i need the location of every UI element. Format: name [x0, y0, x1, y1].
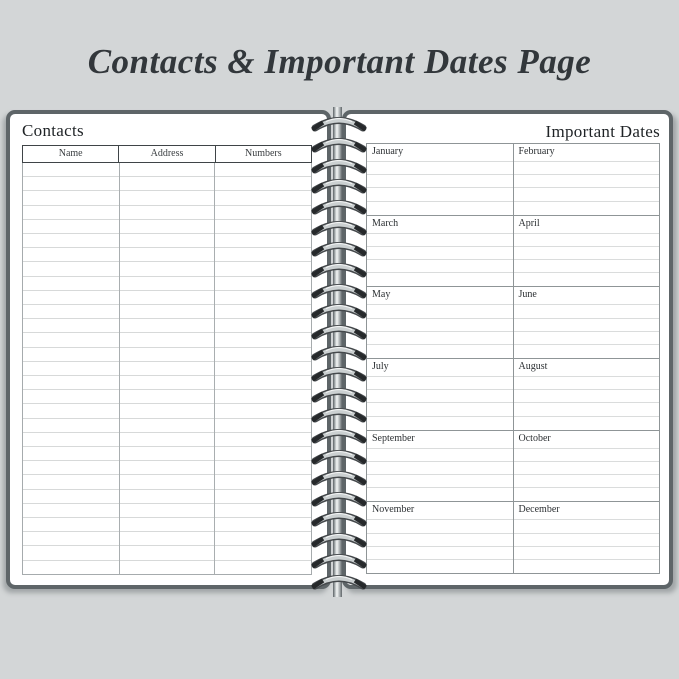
- coil-loop-icon: [311, 341, 367, 361]
- spiral-binding: [311, 112, 369, 590]
- ruled-line: [367, 247, 513, 260]
- month-spacer: [514, 202, 660, 215]
- month-spacer: [514, 488, 660, 501]
- coil-loop-icon: [311, 528, 367, 548]
- ruled-line: [367, 547, 513, 560]
- ruled-line: [367, 520, 513, 533]
- month-row: [367, 144, 659, 216]
- coil-loop-icon: [311, 487, 367, 507]
- month-label: December: [514, 502, 660, 520]
- month-cell-december: [514, 502, 660, 573]
- month-ruled-lines: [367, 377, 513, 417]
- ruled-line: [514, 449, 660, 462]
- month-label: September: [367, 431, 513, 449]
- coil-loop-icon: [311, 112, 367, 132]
- coil-loop-icon: [311, 507, 367, 527]
- blank-table-row: [23, 433, 311, 447]
- month-ruled-lines: [367, 305, 513, 345]
- coil-loop-icon: [311, 445, 367, 465]
- blank-table-row: [23, 461, 311, 475]
- ruled-line: [514, 403, 660, 416]
- ruled-line: [514, 319, 660, 332]
- month-row: [367, 287, 659, 359]
- ruled-line: [514, 534, 660, 547]
- coil-loop-icon: [311, 320, 367, 340]
- ruled-line: [367, 390, 513, 403]
- month-row: [367, 502, 659, 573]
- coil-loop-icon: [311, 403, 367, 423]
- important-dates-heading: Important Dates: [545, 122, 660, 141]
- column-header-name: Name: [23, 146, 119, 162]
- month-spacer: [367, 560, 513, 573]
- ruled-line: [514, 547, 660, 560]
- ruled-line: [514, 175, 660, 188]
- ruled-line: [367, 332, 513, 345]
- month-spacer: [514, 273, 660, 286]
- ruled-line: [514, 462, 660, 475]
- blank-table-row: [23, 404, 311, 418]
- month-ruled-lines: [367, 234, 513, 274]
- blank-table-row: [23, 220, 311, 234]
- blank-table-row: [23, 277, 311, 291]
- coil-loop-icon: [311, 216, 367, 236]
- ruled-line: [514, 377, 660, 390]
- column-header-address: Address: [119, 146, 215, 162]
- contacts-heading: Contacts: [22, 121, 84, 140]
- blank-table-row: [23, 348, 311, 362]
- month-cell-july: [367, 359, 514, 430]
- month-cell-april: [514, 216, 660, 287]
- ruled-line: [514, 390, 660, 403]
- month-label: April: [514, 216, 660, 234]
- month-ruled-lines: [367, 449, 513, 489]
- month-row: [367, 431, 659, 503]
- ruled-line: [367, 462, 513, 475]
- ruled-line: [514, 475, 660, 488]
- coil-loop-icon: [311, 154, 367, 174]
- page-title: Contacts & Important Dates Page: [87, 42, 592, 81]
- month-ruled-lines: [514, 520, 660, 560]
- month-spacer: [367, 202, 513, 215]
- blank-table-row: [23, 262, 311, 276]
- month-label: November: [367, 502, 513, 520]
- month-cell-september: [367, 431, 514, 502]
- coil-loop-icon: [311, 133, 367, 153]
- month-ruled-lines: [514, 234, 660, 274]
- month-spacer: [367, 488, 513, 501]
- coil-loop-icon: [311, 279, 367, 299]
- ruled-line: [514, 247, 660, 260]
- month-spacer: [514, 345, 660, 358]
- blank-table-row: [23, 319, 311, 333]
- blank-table-row: [23, 475, 311, 489]
- ruled-line: [514, 305, 660, 318]
- blank-table-row: [23, 248, 311, 262]
- ruled-line: [514, 520, 660, 533]
- blank-table-row: [23, 376, 311, 390]
- ruled-line: [367, 534, 513, 547]
- ruled-line: [514, 332, 660, 345]
- ruled-line: [367, 188, 513, 201]
- coil-loop-icon: [311, 424, 367, 444]
- blank-table-row: [23, 234, 311, 248]
- month-cell-august: [514, 359, 660, 430]
- month-cell-march: [367, 216, 514, 287]
- month-label: August: [514, 359, 660, 377]
- coil-loop-icon: [311, 174, 367, 194]
- contacts-table-body: [23, 163, 311, 574]
- ruled-line: [514, 234, 660, 247]
- month-label: January: [367, 144, 513, 162]
- ruled-line: [367, 449, 513, 462]
- ruled-line: [367, 377, 513, 390]
- ruled-line: [367, 175, 513, 188]
- month-spacer: [367, 417, 513, 430]
- column-divider: [119, 146, 120, 574]
- blank-table-row: [23, 333, 311, 347]
- month-spacer: [367, 345, 513, 358]
- blank-table-row: [23, 490, 311, 504]
- blank-table-row: [23, 504, 311, 518]
- blank-table-row: [23, 419, 311, 433]
- blank-table-row: [23, 546, 311, 560]
- coil-loop-icon: [311, 570, 367, 590]
- month-cell-november: [367, 502, 514, 573]
- important-dates-grid: [366, 143, 660, 574]
- blank-table-row: [23, 291, 311, 305]
- month-row: [367, 216, 659, 288]
- ruled-line: [367, 403, 513, 416]
- month-cell-june: [514, 287, 660, 358]
- month-ruled-lines: [367, 162, 513, 202]
- month-row: [367, 359, 659, 431]
- blank-table-row: [23, 305, 311, 319]
- ruled-line: [367, 234, 513, 247]
- coil-loop-icon: [311, 362, 367, 382]
- month-ruled-lines: [514, 377, 660, 417]
- ruled-line: [367, 260, 513, 273]
- blank-table-row: [23, 561, 311, 574]
- ruled-line: [514, 162, 660, 175]
- month-label: March: [367, 216, 513, 234]
- ruled-line: [367, 162, 513, 175]
- blank-table-row: [23, 532, 311, 546]
- coil-loop-icon: [311, 549, 367, 569]
- ruled-line: [514, 260, 660, 273]
- month-spacer: [367, 273, 513, 286]
- ruled-line: [367, 475, 513, 488]
- blank-table-row: [23, 163, 311, 177]
- contacts-table: [22, 145, 312, 575]
- coil-loop-icon: [311, 466, 367, 486]
- month-spacer: [514, 417, 660, 430]
- contacts-table-header: [22, 145, 312, 163]
- coil-loop-icon: [311, 383, 367, 403]
- month-label: July: [367, 359, 513, 377]
- blank-table-row: [23, 518, 311, 532]
- month-ruled-lines: [514, 449, 660, 489]
- month-label: October: [514, 431, 660, 449]
- ruled-line: [367, 305, 513, 318]
- month-cell-may: [367, 287, 514, 358]
- month-ruled-lines: [514, 162, 660, 202]
- month-spacer: [514, 560, 660, 573]
- column-divider: [214, 146, 215, 574]
- blank-table-row: [23, 206, 311, 220]
- month-label: June: [514, 287, 660, 305]
- coil-loop-icon: [311, 195, 367, 215]
- blank-table-row: [23, 191, 311, 205]
- blank-table-row: [23, 362, 311, 376]
- month-ruled-lines: [514, 305, 660, 345]
- coil-loop-icon: [311, 299, 367, 319]
- column-header-numbers: Numbers: [244, 148, 282, 159]
- month-label: February: [514, 144, 660, 162]
- coil-loop-icon: [311, 237, 367, 257]
- month-cell-january: [367, 144, 514, 215]
- ruled-line: [514, 188, 660, 201]
- month-cell-october: [514, 431, 660, 502]
- blank-table-row: [23, 447, 311, 461]
- month-ruled-lines: [367, 520, 513, 560]
- ruled-line: [367, 319, 513, 332]
- blank-table-row: [23, 177, 311, 191]
- month-label: May: [367, 287, 513, 305]
- coil-loop-icon: [311, 258, 367, 278]
- blank-table-row: [23, 390, 311, 404]
- month-cell-february: [514, 144, 660, 215]
